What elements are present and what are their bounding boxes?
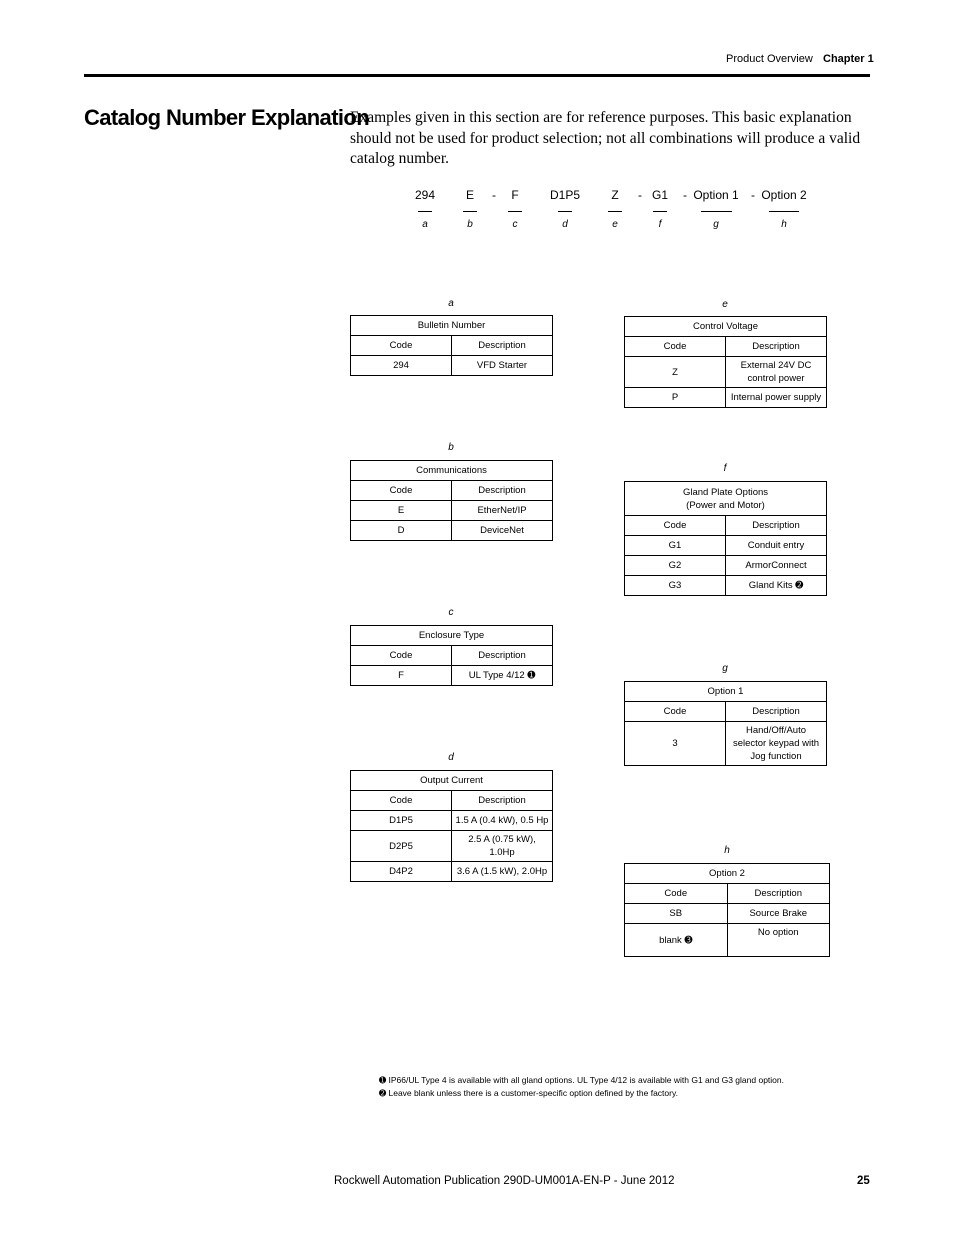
table-title: Communications [351,461,553,481]
catalog-underline [608,211,622,212]
table-title: Option 2 [625,864,830,884]
table-title: Control Voltage [625,317,827,337]
description-header: Description [726,337,827,357]
code-header: Code [625,702,726,722]
table-row: Z External 24V DC control power [625,357,827,388]
catalog-letter: c [512,219,518,230]
table-row: G1 Conduit entry [625,536,827,556]
description-header: Description [452,336,553,356]
catalog-part: G1 [651,188,668,202]
catalog-dash: - [638,188,642,202]
table-letter-f: f [723,463,727,474]
output-current-table [350,770,553,882]
description-header: Description [726,702,827,722]
catalog-part: Option 2 [761,188,807,202]
option-2-table [624,863,830,957]
footnote-1: ➊ IP66/UL Type 4 is available with all gland options. UL Type 4/12 is available with G1 and G3 gland option. [379,1075,784,1085]
description-header: Description [727,884,830,904]
table-title: Enclosure Type [351,626,553,646]
catalog-dash: - [683,188,687,202]
option-1-table [624,681,827,766]
table-letter-g: g [722,663,728,674]
catalog-part: Option 1 [693,188,739,202]
table-row: D2P5 2.5 A (0.75 kW), 1.0Hp [351,831,553,862]
footnote-2: ➋ Leave blank unless there is a customer-specific option defined by the factory. [379,1088,678,1098]
catalog-underline [701,211,732,212]
table-letter-e: e [722,299,728,310]
table-row: G2 ArmorConnect [625,556,827,576]
catalog-letter: g [713,219,719,230]
table-title: Option 1 [625,682,827,702]
catalog-letter: d [562,219,568,230]
table-row: D DeviceNet [351,521,553,541]
page-title: Catalog Number Explanation [84,105,370,130]
table-row: D1P5 1.5 A (0.4 kW), 0.5 Hp [351,811,553,831]
catalog-part: D1P5 [549,188,581,202]
catalog-part: E [465,188,474,202]
catalog-part: 294 [414,188,436,202]
catalog-part: Z [611,188,619,202]
description-header: Description [452,646,553,666]
table-row: D4P2 3.6 A (1.5 kW), 2.0Hp [351,862,553,882]
footer-publication: Rockwell Automation Publication 290D-UM001A-EN-P - June 2012 [334,1175,675,1187]
catalog-letter: h [781,219,787,230]
code-header: Code [625,884,728,904]
table-row: F UL Type 4/12 ➊ [351,666,553,686]
running-header-section: Product Overview [726,53,813,65]
table-title: Bulletin Number [351,316,553,336]
table-row: P Internal power supply [625,388,827,408]
code-header: Code [351,646,452,666]
catalog-dash: - [492,188,496,202]
table-row: 294 VFD Starter [351,356,553,376]
catalog-underline [508,211,522,212]
description-header: Description [726,516,827,536]
code-header: Code [625,516,726,536]
catalog-underline [558,211,572,212]
table-letter-a: a [448,298,454,309]
table-title: Output Current [351,771,553,791]
bulletin-number-table [350,315,553,376]
table-row: blank ➌ No option [625,924,830,957]
table-row: SB Source Brake [625,904,830,924]
catalog-underline [418,211,432,212]
table-letter-d: d [448,752,454,763]
catalog-underline [769,211,799,212]
catalog-letter: f [658,219,662,230]
catalog-letter: e [612,219,618,230]
catalog-letter: b [467,219,473,230]
page-number: 25 [857,1175,870,1187]
communications-table [350,460,553,541]
catalog-letter: a [422,219,428,230]
code-header: Code [351,336,452,356]
code-header: Code [351,791,452,811]
gland-plate-options-table [624,481,827,596]
header-rule [84,74,870,77]
control-voltage-table [624,316,827,408]
table-letter-h: h [724,845,730,856]
enclosure-type-table [350,625,553,686]
table-letter-c: c [448,607,454,618]
catalog-underline [463,211,477,212]
table-letter-b: b [448,442,454,453]
catalog-underline [653,211,667,212]
code-header: Code [351,481,452,501]
description-header: Description [452,481,553,501]
intro-paragraph: Examples given in this section are for reference purposes. This basic explanation should not be used for product selection; not all combinations will produce a valid catalog number. [350,109,861,167]
table-title: Gland Plate Options (Power and Motor) [625,482,827,516]
catalog-dash: - [751,188,755,202]
table-row: E EtherNet/IP [351,501,553,521]
table-row: G3 Gland Kits ➋ [625,576,827,596]
running-header-chapter: Chapter 1 [823,53,874,65]
catalog-part: F [511,188,519,202]
code-header: Code [625,337,726,357]
table-row: 3 Hand/Off/Auto selector keypad with Jog function [625,722,827,766]
description-header: Description [452,791,553,811]
